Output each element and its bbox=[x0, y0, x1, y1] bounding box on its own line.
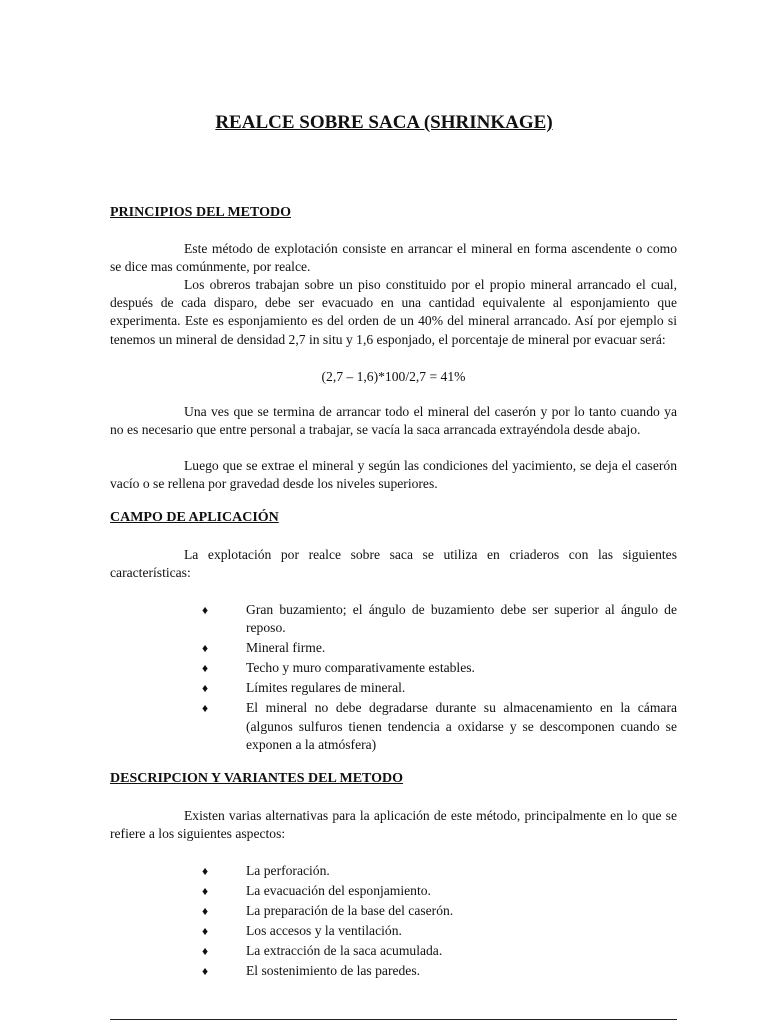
list-item-text: Límites regulares de mineral. bbox=[246, 680, 406, 696]
paragraph-principios-2: Los obreros trabajan sobre un piso constituido por el propio mineral arrancado el cual, después de cada disparo, debe ser evacuado en una cantidad equivalente al esponjamiento que experimenta. Este es esponjamiento es del orden de un 40% del mineral arrancado. Así por ejemplo si tenemos un mineral de densidad 2,7 in situ y 1,6 esponjado, el porcentaje de mineral por evacuar será: bbox=[110, 277, 677, 347]
list-item-text: La perforación. bbox=[246, 863, 330, 878]
diamond-bullet-icon: ♦ bbox=[202, 943, 209, 958]
list-item-text: Techo y muro comparativamente estables. bbox=[246, 660, 475, 676]
diamond-bullet-icon: ♦ bbox=[202, 681, 209, 696]
diamond-bullet-icon: ♦ bbox=[202, 661, 209, 676]
diamond-bullet-icon: ♦ bbox=[202, 603, 209, 617]
paragraph-descripcion-1: Existen varias alternativas para la aplicación de este método, principalmente en lo que se refiere a los siguientes aspectos: bbox=[110, 808, 677, 842]
bullet-list-descripcion bbox=[200, 862, 677, 982]
list-item bbox=[200, 962, 677, 980]
paragraph-principios-4: Luego que se extrae el mineral y según las condiciones del yacimiento, se deja el caserón vacío o se rellena por gravedad desde los niveles superiores. bbox=[110, 458, 677, 492]
paragraph-principios-1: Este método de explotación consiste en arrancar el mineral en forma ascendente o como se dice mas comúnmente, por realce. bbox=[110, 241, 677, 275]
diamond-bullet-icon: ♦ bbox=[202, 864, 209, 878]
diamond-bullet-icon: ♦ bbox=[202, 963, 209, 978]
list-item-text: Los accesos y la ventilación. bbox=[246, 922, 402, 938]
list-item-text: El mineral no debe degradarse durante su almacenamiento en la cámara (algunos sulfuros tienen tendencia a oxidarse y se descomponen cuando se exponen a la atmósfera) bbox=[246, 700, 677, 752]
section-heading-descripcion: DESCRIPCION Y VARIANTES DEL METODO bbox=[110, 771, 404, 786]
section-heading-campo: CAMPO DE APLICACIÓN bbox=[110, 510, 279, 525]
list-item-text: Gran buzamiento; el ángulo de buzamiento debe ser superior al ángulo de reposo. bbox=[246, 602, 677, 636]
list-item bbox=[200, 699, 677, 754]
paragraph-principios-3: Una ves que se termina de arrancar todo el mineral del caserón y por lo tanto cuando ya no es necesario que entre personal a trabajar, se vacía la saca arrancada extrayéndola desde abajo. bbox=[110, 404, 677, 438]
diamond-bullet-icon: ♦ bbox=[202, 923, 209, 938]
bullet-list-campo bbox=[200, 601, 677, 756]
diamond-bullet-icon: ♦ bbox=[202, 883, 209, 898]
list-item bbox=[200, 902, 677, 920]
list-item bbox=[200, 679, 677, 697]
footer-divider bbox=[110, 1019, 677, 1020]
list-item-text: La preparación de la base del caserón. bbox=[246, 902, 454, 918]
section-heading-principios: PRINCIPIOS DEL METODO bbox=[110, 205, 291, 220]
list-item-text: La evacuación del esponjamiento. bbox=[246, 882, 431, 898]
paragraph-campo-1: La explotación por realce sobre saca se utiliza en criaderos con las siguientes características: bbox=[110, 547, 677, 581]
list-item-text: Mineral firme. bbox=[246, 640, 326, 656]
list-item bbox=[200, 862, 677, 880]
list-item bbox=[200, 659, 677, 677]
diamond-bullet-icon: ♦ bbox=[202, 903, 209, 918]
document-title: REALCE SOBRE SACA (SHRINKAGE) bbox=[215, 112, 553, 133]
list-item bbox=[200, 942, 677, 960]
diamond-bullet-icon: ♦ bbox=[202, 641, 209, 656]
list-item-text: El sostenimiento de las paredes. bbox=[246, 962, 421, 978]
list-item-text: La extracción de la saca acumulada. bbox=[246, 942, 443, 958]
list-item bbox=[200, 922, 677, 940]
list-item bbox=[200, 639, 677, 657]
formula: (2,7 – 1,6)*100/2,7 = 41% bbox=[321, 369, 466, 384]
list-item bbox=[200, 882, 677, 900]
diamond-bullet-icon: ♦ bbox=[202, 701, 209, 716]
list-item bbox=[200, 601, 677, 638]
